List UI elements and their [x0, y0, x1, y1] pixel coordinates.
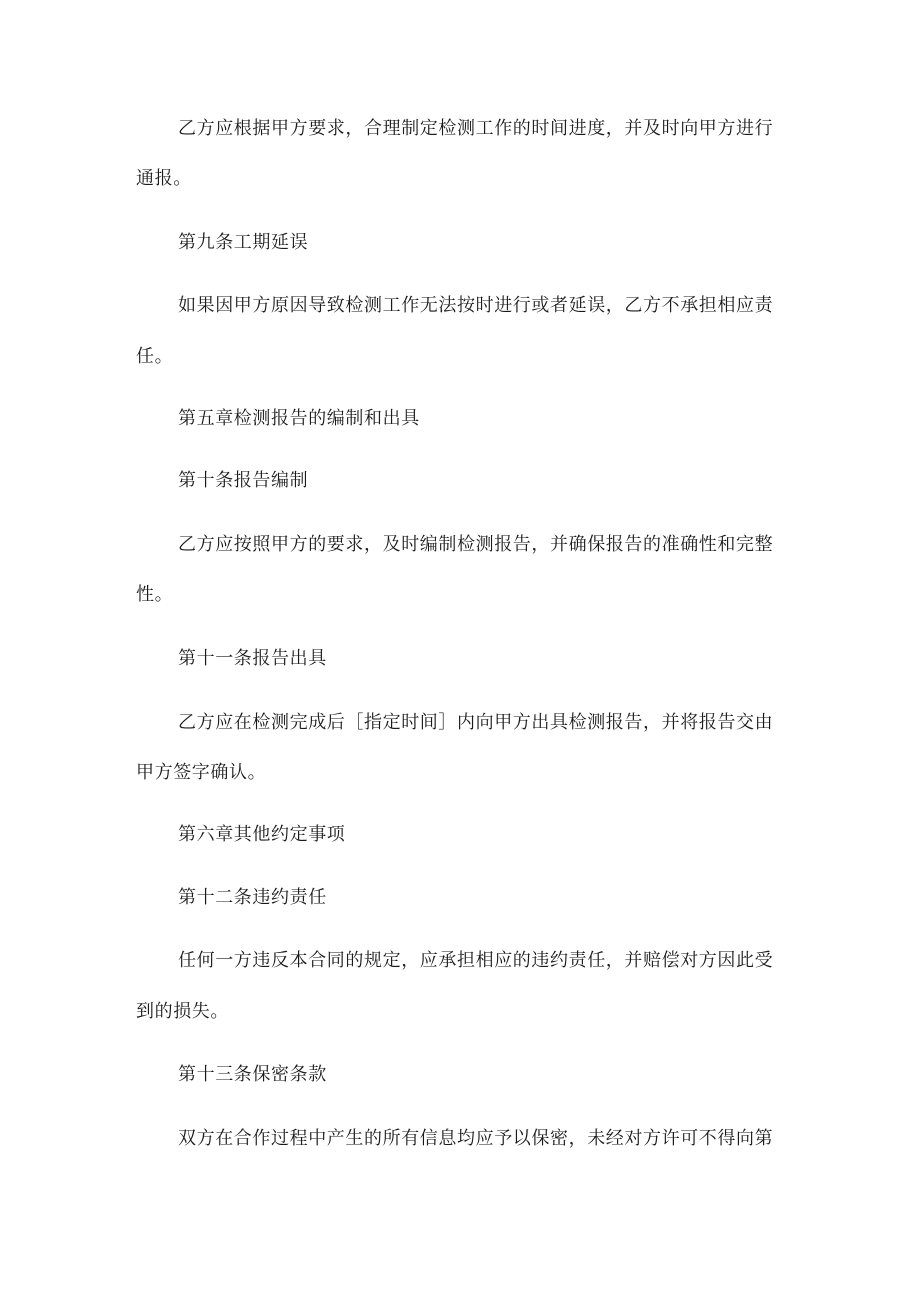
- paragraph-line: 乙方应按照甲方的要求，及时编制检测报告，并确保报告的准确性和完整: [178, 534, 774, 555]
- chapter-heading: 第六章其他约定事项: [178, 824, 346, 845]
- article-heading: 第十二条违约责任: [178, 887, 327, 908]
- paragraph-line: 甲方签字确认。: [136, 762, 267, 783]
- paragraph-line: 到的损失。: [136, 1001, 229, 1022]
- paragraph-line: 乙方应根据甲方要求，合理制定检测工作的时间进度，并及时向甲方进行: [178, 118, 774, 139]
- article-heading: 第十三条保密条款: [178, 1064, 327, 1085]
- article-heading: 第十条报告编制: [178, 470, 309, 491]
- paragraph-line: 双方在合作过程中产生的所有信息均应予以保密，未经对方许可不得向第: [178, 1128, 774, 1149]
- chapter-heading: 第五章检测报告的编制和出具: [178, 408, 420, 429]
- paragraph-line: 任何一方违反本合同的规定，应承担相应的违约责任，并赔偿对方因此受: [178, 950, 774, 971]
- paragraph-line: 任。: [136, 346, 174, 367]
- paragraph-line: 如果因甲方原因导致检测工作无法按时进行或者延误，乙方不承担相应责: [178, 295, 774, 316]
- paragraph-line: 乙方应在检测完成后［指定时间］内向甲方出具检测报告，并将报告交由: [178, 712, 774, 733]
- article-heading: 第九条工期延误: [178, 232, 309, 253]
- paragraph-line: 通报。: [136, 168, 192, 189]
- article-heading: 第十一条报告出具: [178, 648, 327, 669]
- paragraph-line: 性。: [136, 584, 174, 605]
